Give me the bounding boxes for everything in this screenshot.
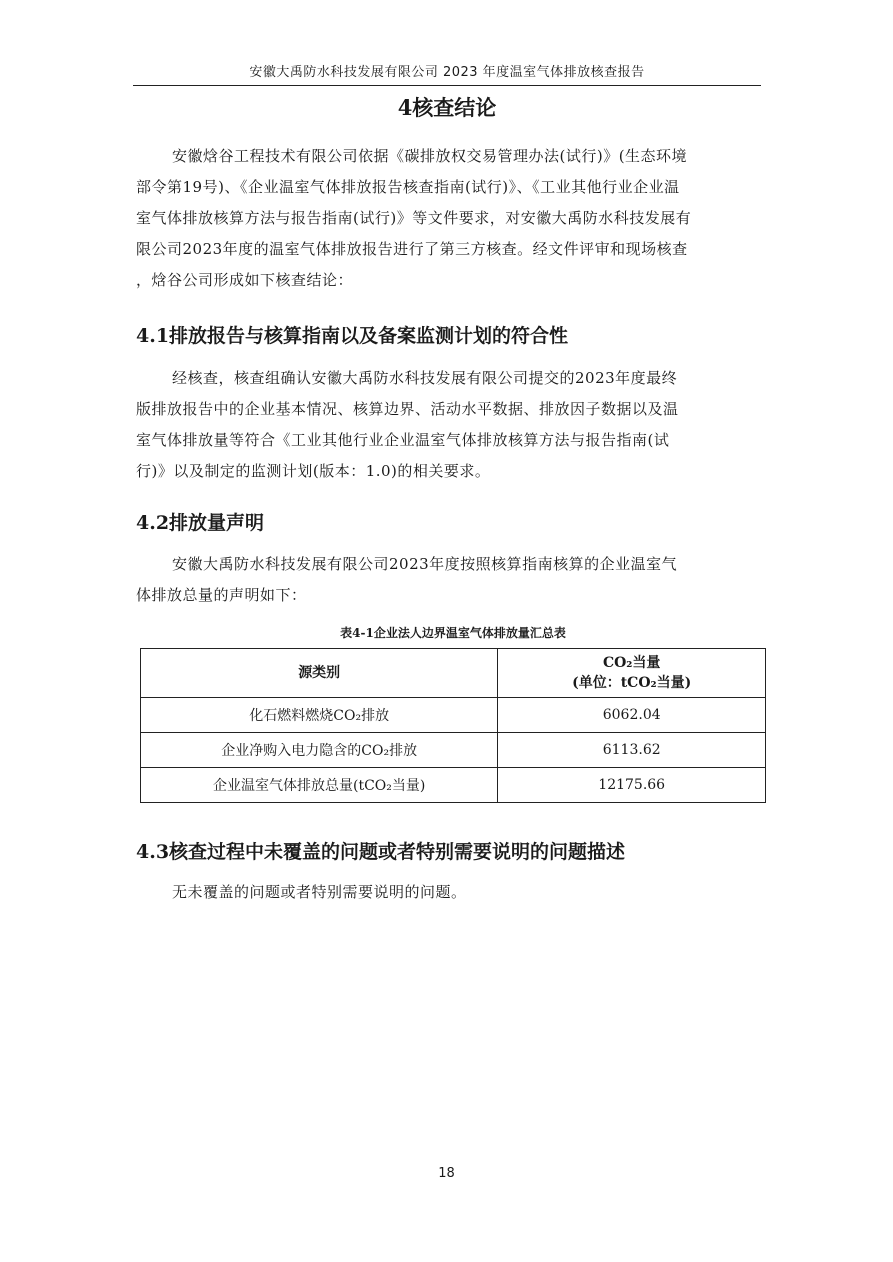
section-4-1-title: 4.1排放报告与核算指南以及备案监测计划的符合性 — [136, 325, 569, 347]
header-co2-line1: CO₂当量 — [602, 655, 661, 671]
row-value: 6113.62 — [498, 733, 766, 768]
intro-line-1: 安徽焓谷工程技术有限公司依据《碳排放权交易管理办法(试行)》(生态环境 — [172, 147, 688, 165]
table-caption: 表4-1企业法人边界温室气体排放量汇总表 — [340, 626, 566, 640]
section-4-1-paragraph — [136, 363, 772, 487]
intro-paragraph — [136, 141, 772, 296]
header-co2-equivalent — [498, 649, 766, 698]
row-source: 企业净购入电力隐含的CO₂排放 — [141, 733, 498, 768]
page-number: 18 — [438, 1166, 455, 1181]
s41-line-2: 版排放报告中的企业基本情况、核算边界、活动水平数据、排放因子数据以及温 — [136, 400, 679, 418]
row-value: 12175.66 — [498, 768, 766, 803]
section-4-3-paragraph — [136, 877, 772, 908]
page-header: 安徽大禹防水科技发展有限公司 2023 年度温室气体排放核查报告 — [133, 63, 761, 86]
intro-line-4: 限公司2023年度的温室气体排放报告进行了第三方核查。经文件评审和现场核查 — [136, 240, 688, 258]
table-row — [141, 698, 766, 733]
s41-line-1: 经核查，核查组确认安徽大禹防水科技发展有限公司提交的2023年度最终 — [172, 369, 678, 387]
row-value: 6062.04 — [498, 698, 766, 733]
intro-line-2: 部令第19号)、《企业温室气体排放报告核查指南(试行)》、《工业其他行业企业温 — [136, 178, 680, 196]
row-source: 企业温室气体排放总量(tCO₂当量) — [141, 768, 498, 803]
section-4-2-paragraph — [136, 549, 772, 611]
emissions-summary-table — [140, 648, 766, 803]
table-row — [141, 733, 766, 768]
table-row — [141, 768, 766, 803]
table-header-row — [141, 649, 766, 698]
s43-line-1: 无未覆盖的问题或者特别需要说明的问题。 — [172, 883, 467, 901]
intro-line-3: 室气体排放核算方法与报告指南(试行)》等文件要求，对安徽大禹防水科技发展有 — [136, 209, 692, 227]
header-source-category: 源类别 — [141, 649, 498, 698]
header-co2-line2: (单位：tCO₂当量) — [572, 675, 692, 691]
s42-line-2: 体排放总量的声明如下： — [136, 586, 307, 604]
section-4-title: 4核查结论 — [397, 95, 497, 120]
row-source: 化石燃料燃烧CO₂排放 — [141, 698, 498, 733]
section-4-2-title: 4.2排放量声明 — [136, 512, 265, 534]
intro-line-5: ，焓谷公司形成如下核查结论： — [136, 271, 354, 289]
section-4-3-title: 4.3核查过程中未覆盖的问题或者特别需要说明的问题描述 — [136, 841, 626, 863]
s42-line-1: 安徽大禹防水科技发展有限公司2023年度按照核算指南核算的企业温室气 — [172, 555, 678, 573]
s41-line-4: 行)》以及制定的监测计划(版本：1.0)的相关要求。 — [136, 462, 491, 480]
s41-line-3: 室气体排放量等符合《工业其他行业企业温室气体排放核算方法与报告指南(试 — [136, 431, 670, 449]
